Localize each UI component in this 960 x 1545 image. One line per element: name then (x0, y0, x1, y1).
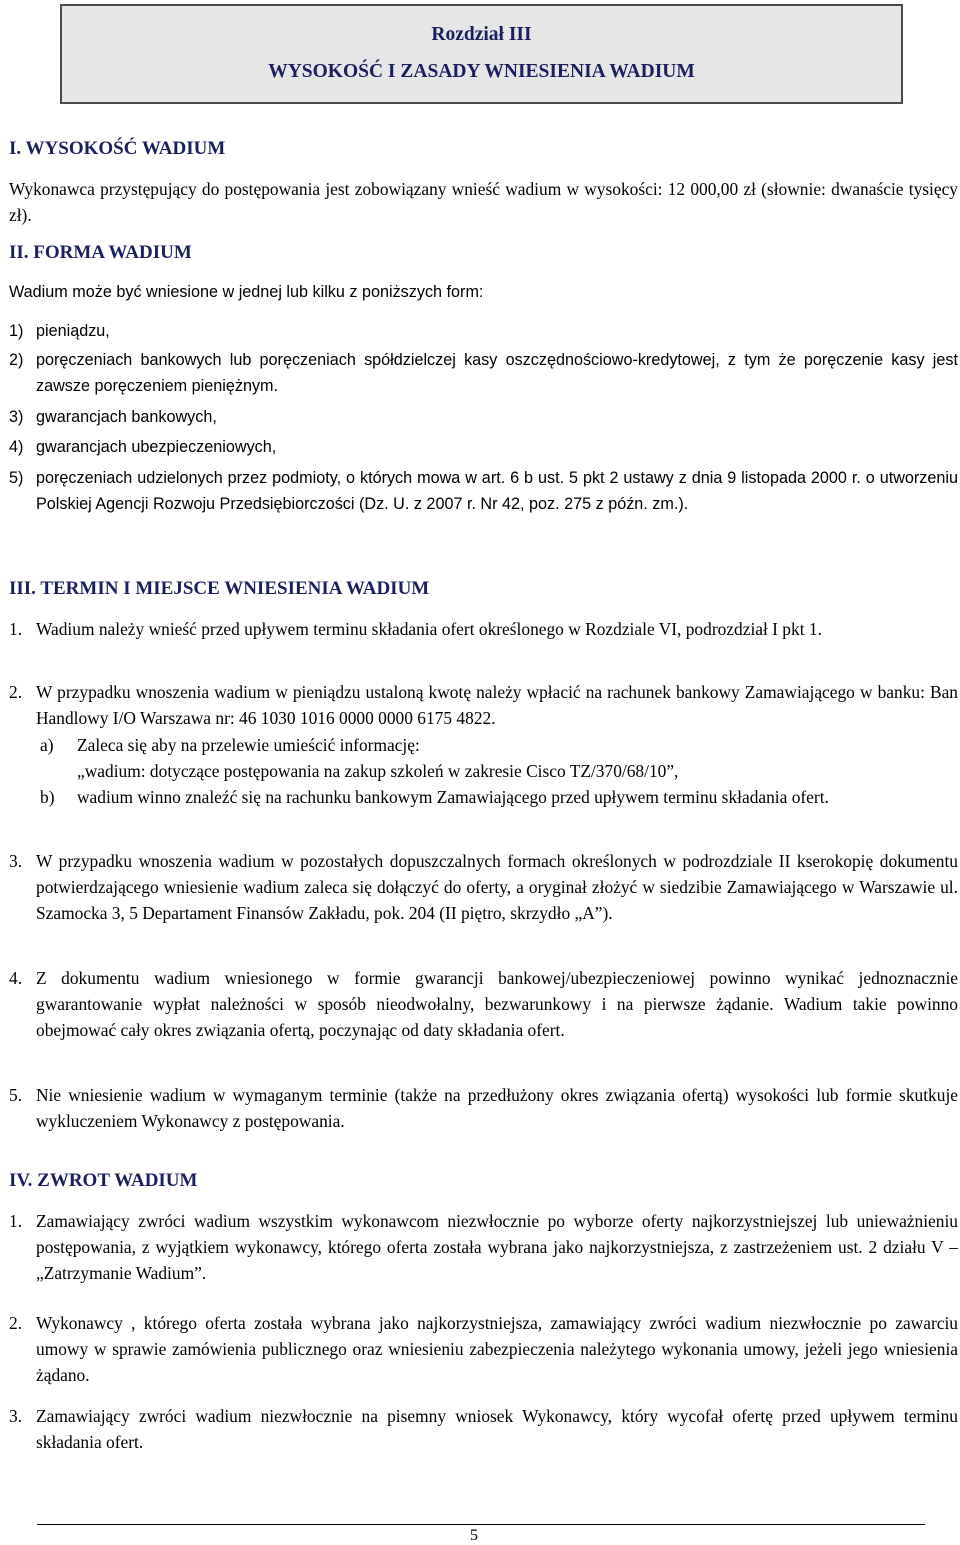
return-item-number: 3. (9, 1406, 23, 1426)
chapter-header-box (60, 4, 903, 104)
term-item-text: W przypadku wnoszenia wadium w pozostałych dopuszczalnych formach określonych w podrozdziale II kserokopię dokumentu potwierdzającego wniesienie wadium zaleca się dołączyć do oferty, a oryginał złożyć w siedzibie Zamawiającego w Warszawie ul. Szamocka 3, 5 Departament Finansów Zakładu, pok. 204 (II piętro, skrzydło „A”). (36, 851, 958, 923)
form-item-text: pieniądzu, (36, 322, 110, 340)
form-item-number: 3) (9, 408, 24, 426)
form-item-number: 4) (9, 438, 24, 456)
sub-item-quote: „wadium: dotyczące postępowania na zakup szkoleń w zakresie Cisco TZ/370/68/10”, (77, 761, 679, 781)
term-item-text: Z dokumentu wadium wniesionego w formie gwarancji bankowej/ubezpieczeniowej powinno wynikać jednoznacznie gwarantowanie wypłat należności w sposób nieodwołalny, bezwarunkowy i na pierwsze żądanie. Wadium takie powinno obejmować cały okres związania ofertą, poczynając od daty składania ofert. (36, 968, 958, 1040)
form-item-text: gwarancjach ubezpieczeniowych, (36, 438, 277, 456)
section1-text: Wykonawca przystępujący do postępowania jest zobowiązany wnieść wadium w wysokości: 12 000,00 zł (słownie: dwanaście tysięcy zł). (9, 179, 958, 225)
sub-item-b (40, 784, 958, 810)
term-item-text: W przypadku wnoszenia wadium w pieniądzu ustaloną kwotę należy wpłacić na rachunek bankowy Zamawiającego w banku: Ban Handlowy I/O Warszawa nr: 46 1030 1016 0000 0000 6175 4822. (36, 682, 958, 728)
sub-item-a (40, 732, 958, 784)
form-item-5 (9, 465, 958, 517)
section4-heading: IV. ZWROT WADIUM (9, 1170, 198, 1191)
sub-item-text: Zaleca się aby na przelewie umieścić informację: (77, 735, 420, 755)
section2-heading: II. FORMA WADIUM (9, 242, 192, 263)
term-item-text: Nie wniesienie wadium w wymaganym terminie (także na przedłużony okres związania ofertą) wysokości lub formie skutkuje wykluczeniem Wykonawcy z postępowania. (36, 1085, 958, 1131)
term-item-number: 1. (9, 619, 23, 639)
form-item-number: 2) (9, 351, 24, 369)
return-item-text: Wykonawcy , którego oferta została wybrana jako najkorzystniejsza, zamawiający zwróci wadium niezwłocznie po zawarciu umowy w sprawie zamówienia publicznego oraz wniesieniu zabezpieczenia należytego wykonania umowy, jeżeli jego wniesienia żądano. (36, 1313, 958, 1385)
form-item-text: poręczeniach udzielonych przez podmioty, o których mowa w art. 6 b ust. 5 pkt 2 ustawy z dnia 9 listopada 2000 r. o utworzeniu Polskiej Agencji Rozwoju Przedsiębiorczości (Dz. U. z 2007 r. Nr 42, poz. 275 z późn. zm.). (36, 469, 958, 513)
term-item-number: 3. (9, 851, 23, 871)
sub-item-letter: a) (40, 735, 54, 755)
sub-item-text: wadium winno znaleźć się na rachunku bankowym Zamawiającego przed upływem terminu składania ofert. (77, 787, 829, 807)
form-item-text: gwarancjach bankowych, (36, 408, 217, 426)
return-item-3 (9, 1403, 958, 1455)
page-number: 5 (470, 1527, 478, 1544)
chapter-label: Rozdział III (431, 24, 532, 45)
return-item-text: Zamawiający zwróci wadium wszystkim wykonawcom niezwłocznie po wyborze oferty najkorzystniejszej lub unieważnieniu postępowania, z wyjątkiem wykonawcy, którego oferta została wybrana jako najkorzystniejsza, z zastrzeżeniem ust. 2 działu V – „Zatrzymanie Wadium”. (36, 1211, 958, 1283)
form-item-number: 5) (9, 469, 24, 487)
term-item-5 (9, 1082, 958, 1134)
form-item-4 (9, 434, 958, 460)
return-item-text: Zamawiający zwróci wadium niezwłocznie na pisemny wniosek Wykonawcy, który wycofał ofertę przed upływem terminu składania ofert. (36, 1406, 958, 1452)
return-item-number: 2. (9, 1313, 23, 1333)
term-item-number: 5. (9, 1085, 23, 1105)
form-item-number: 1) (9, 322, 24, 340)
term-item-3 (9, 848, 958, 926)
term-item-number: 4. (9, 968, 23, 988)
term-item-1 (9, 616, 958, 642)
term-item-4 (9, 965, 958, 1043)
section1-heading: I. WYSOKOŚĆ WADIUM (9, 138, 226, 159)
footer-divider (37, 1524, 925, 1525)
section2-intro: Wadium może być wniesione w jednej lub kilku z poniższych form: (9, 283, 484, 301)
form-item-1 (9, 318, 958, 344)
chapter-title: WYSOKOŚĆ I ZASADY WNIESIENIA WADIUM (268, 61, 695, 82)
return-item-number: 1. (9, 1211, 23, 1231)
section3-heading: III. TERMIN I MIEJSCE WNIESIENIA WADIUM (9, 578, 430, 599)
form-item-2 (9, 347, 958, 399)
return-item-1 (9, 1208, 958, 1286)
term-item-number: 2. (9, 682, 23, 702)
term-item-2 (9, 679, 958, 731)
term-item-text: Wadium należy wnieść przed upływem terminu składania ofert określonego w Rozdziale VI, podrozdział I pkt 1. (36, 619, 822, 639)
form-item-text: poręczeniach bankowych lub poręczeniach spółdzielczej kasy oszczędnościowo-kredytowej, z tym że poręczenie kasy jest zawsze poręczeniem pieniężnym. (36, 351, 958, 395)
form-item-3 (9, 404, 958, 430)
return-item-2 (9, 1310, 958, 1388)
sub-item-letter: b) (40, 787, 55, 807)
